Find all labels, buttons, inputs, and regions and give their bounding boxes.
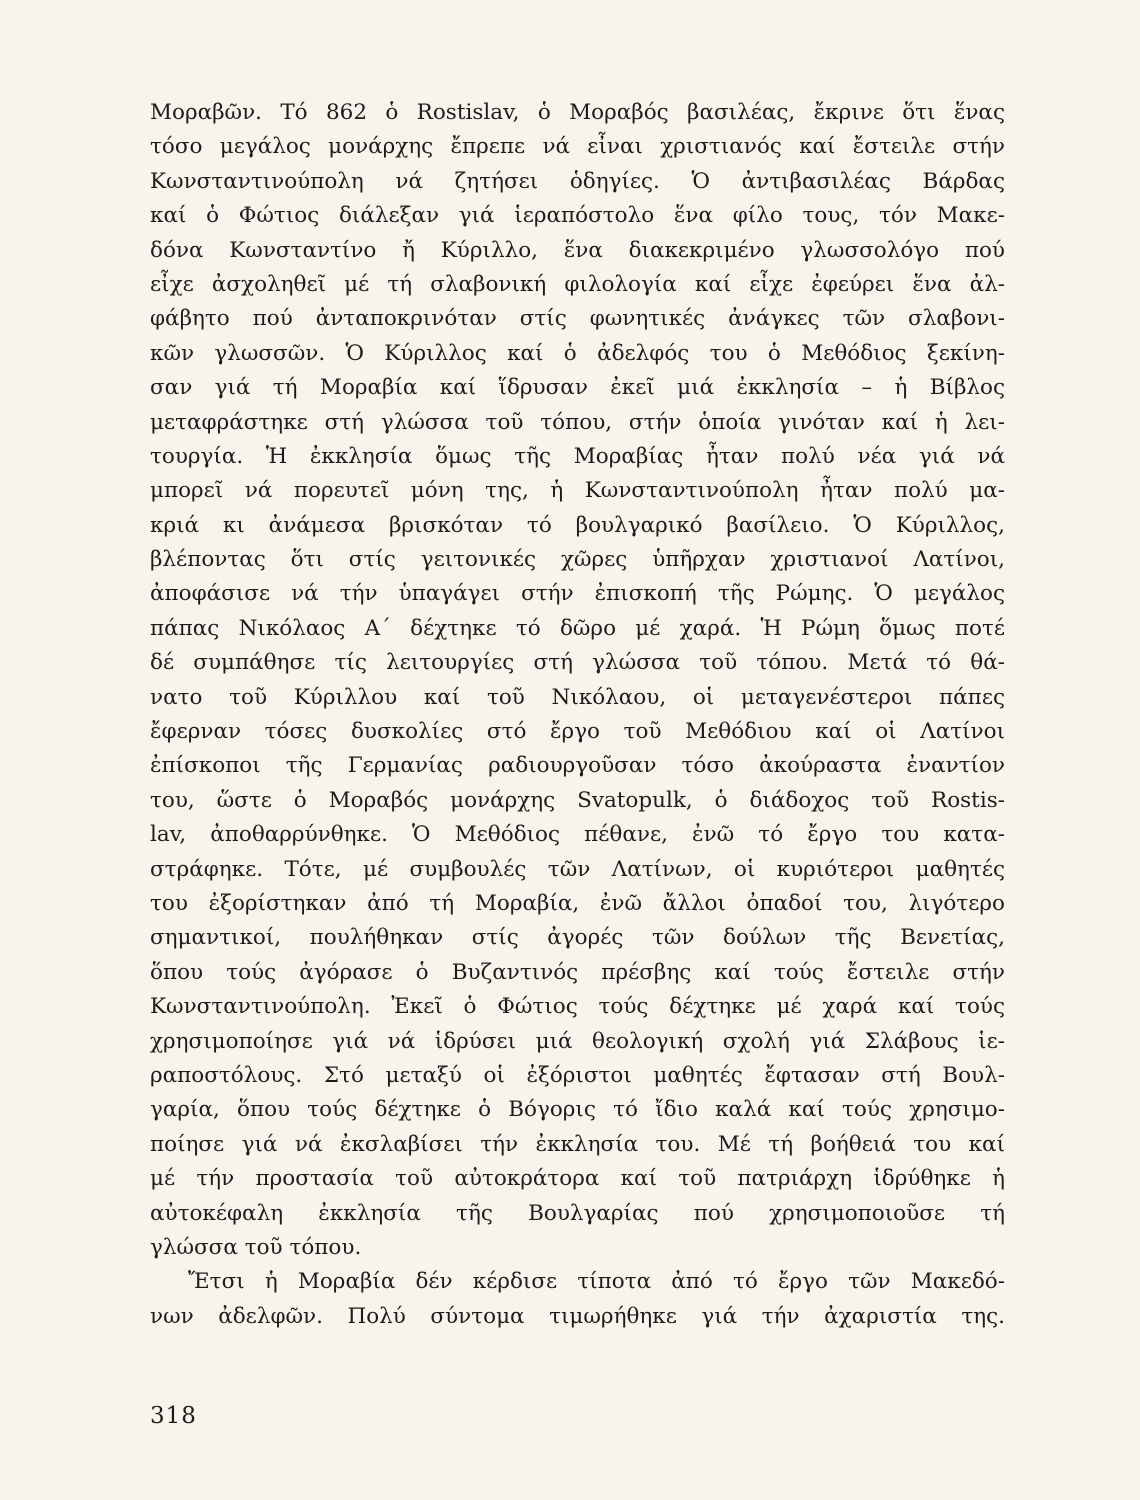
- text-line: πάπας Νικόλαος Α΄ δέχτηκε τό δῶρο μέ χαρά. Ἡ Ρώμη ὅμως ποτέ: [150, 615, 1005, 641]
- text-line: ποίησε γιά νά ἐκσλαβίσει τήν ἐκκλησία του. Μέ τή βοήθειά του καί: [150, 1131, 1005, 1157]
- page-number: 318: [150, 1403, 197, 1429]
- text-line: του ἐξορίστηκαν ἀπό τή Μοραβία, ἐνῶ ἄλλοι ὀπαδοί του, λιγότερο: [150, 890, 1005, 916]
- text-line: στράφηκε. Τότε, μέ συμβουλές τῶν Λατίνων, οἱ κυριότεροι μαθητές: [150, 856, 1005, 882]
- text-line: νατο τοῦ Κύριλλου καί τοῦ Νικόλαου, οἱ μεταγενέστεροι πάπες: [150, 684, 1005, 710]
- text-line: ἔφερναν τόσες δυσκολίες στό ἔργο τοῦ Μεθόδιου καί οἱ Λατίνοι: [150, 719, 1005, 745]
- text-line: ἀποφάσισε νά τήν ὑπαγάγει στήν ἐπισκοπή τῆς Ρώμης. Ὁ μεγάλος: [150, 581, 1005, 607]
- text-line: καί ὁ Φώτιος διάλεξαν γιά ἱεραπόστολο ἕνα φίλο τους, τόν Μακε-: [150, 203, 1005, 229]
- text-line: τόσο μεγάλος μονάρχης ἔπρεπε νά εἶναι χριστιανός καί ἔστειλε στήν: [150, 134, 1005, 160]
- text-line: μεταφράστηκε στή γλώσσα τοῦ τόπου, στήν ὁποία γινόταν καί ἡ λει-: [150, 409, 1005, 435]
- text-line: φάβητο πού ἀνταποκρινόταν στίς φωνητικές ἀνάγκες τῶν σλαβονι-: [150, 306, 1005, 332]
- text-line: lav, ἀποθαρρύνθηκε. Ὁ Μεθόδιος πέθανε, ἐνῶ τό ἔργο του κατα-: [150, 822, 1005, 848]
- text-line: μπορεῖ νά πορευτεῖ μόνη της, ἡ Κωνσταντινούπολη ἦταν πολύ μα-: [150, 478, 1005, 504]
- text-line: αὐτοκέφαλη ἐκκλησία τῆς Βουλγαρίας πού χρησιμοποιοῦσε τή: [150, 1200, 1005, 1226]
- text-line: ἐπίσκοποι τῆς Γερμανίας ραδιουργοῦσαν τόσο ἀκούραστα ἐναντίον: [150, 753, 1005, 779]
- text-line: σημαντικοί, πουλήθηκαν στίς ἀγορές τῶν δούλων τῆς Βενετίας,: [150, 925, 1005, 951]
- text-line: Κωνσταντινούπολη. Ἐκεῖ ὁ Φώτιος τούς δέχτηκε μέ χαρά καί τούς: [150, 994, 1005, 1020]
- text-line: Μοραβῶν. Τό 862 ὁ Rostislav, ὁ Μοραβός βασιλέας, ἔκρινε ὅτι ἕνας: [150, 100, 1005, 125]
- text-line: ραποστόλους. Στό μεταξύ οἱ ἐξόριστοι μαθητές ἔφτασαν στή Βουλ-: [150, 1062, 1005, 1088]
- text-line: γαρία, ὅπου τούς δέχτηκε ὁ Βόγορις τό ἴδιο καλά καί τούς χρησιμο-: [150, 1097, 1005, 1123]
- text-line: χρησιμοποίησε γιά νά ἱδρύσει μιά θεολογική σχολή γιά Σλάβους ἱε-: [150, 1028, 1005, 1054]
- body-text: [150, 96, 1005, 1334]
- text-line: κῶν γλωσσῶν. Ὁ Κύριλλος καί ὁ ἀδελφός του ὁ Μεθόδιος ξεκίνη-: [150, 340, 1005, 366]
- text-line: νων ἀδελφῶν. Πολύ σύντομα τιμωρήθηκε γιά τήν ἀχαριστία της.: [150, 1303, 1005, 1329]
- text-line: βλέποντας ὅτι στίς γειτονικές χῶρες ὑπῆρχαν χριστιανοί Λατίνοι,: [150, 547, 1005, 573]
- text-line: δόνα Κωνσταντίνο ἤ Κύριλλο, ἕνα διακεκριμένο γλωσσολόγο πού: [150, 237, 1005, 263]
- text-line: ὅπου τούς ἀγόρασε ὁ Βυζαντινός πρέσβης καί τούς ἔστειλε στήν: [150, 959, 1005, 985]
- text-line: εἶχε ἀσχοληθεῖ μέ τή σλαβονική φιλολογία καί εἶχε ἐφεύρει ἕνα ἀλ-: [150, 271, 1005, 297]
- paragraph-end-line: γλώσσα τοῦ τόπου.: [150, 1234, 362, 1260]
- text-line: κριά κι ἀνάμεσα βρισκόταν τό βουλγαρικό βασίλειο. Ὁ Κύριλλος,: [150, 512, 1005, 538]
- paragraph-start-line: Ἔτσι ἡ Μοραβία δέν κέρδισε τίποτα ἀπό τό ἔργο τῶν Μακεδό-: [188, 1269, 1005, 1295]
- text-line: του, ὥστε ὁ Μοραβός μονάρχης Svatopulk, ὁ διάδοχος τοῦ Rostis-: [150, 787, 1005, 813]
- text-line: τουργία. Ἡ ἐκκλησία ὅμως τῆς Μοραβίας ἦταν πολύ νέα γιά νά: [150, 443, 1005, 469]
- text-line: δέ συμπάθησε τίς λειτουργίες στή γλώσσα τοῦ τόπου. Μετά τό θά-: [150, 650, 1005, 676]
- text-line: σαν γιά τή Μοραβία καί ἵδρυσαν ἐκεῖ μιά ἐκκλησία – ἡ Βίβλος: [150, 375, 1005, 401]
- text-line: μέ τήν προστασία τοῦ αὐτοκράτορα καί τοῦ πατριάρχη ἱδρύθηκε ἡ: [150, 1166, 1005, 1192]
- text-line: Κωνσταντινούπολη νά ζητήσει ὁδηγίες. Ὁ ἀντιβασιλέας Βάρδας: [150, 168, 1005, 194]
